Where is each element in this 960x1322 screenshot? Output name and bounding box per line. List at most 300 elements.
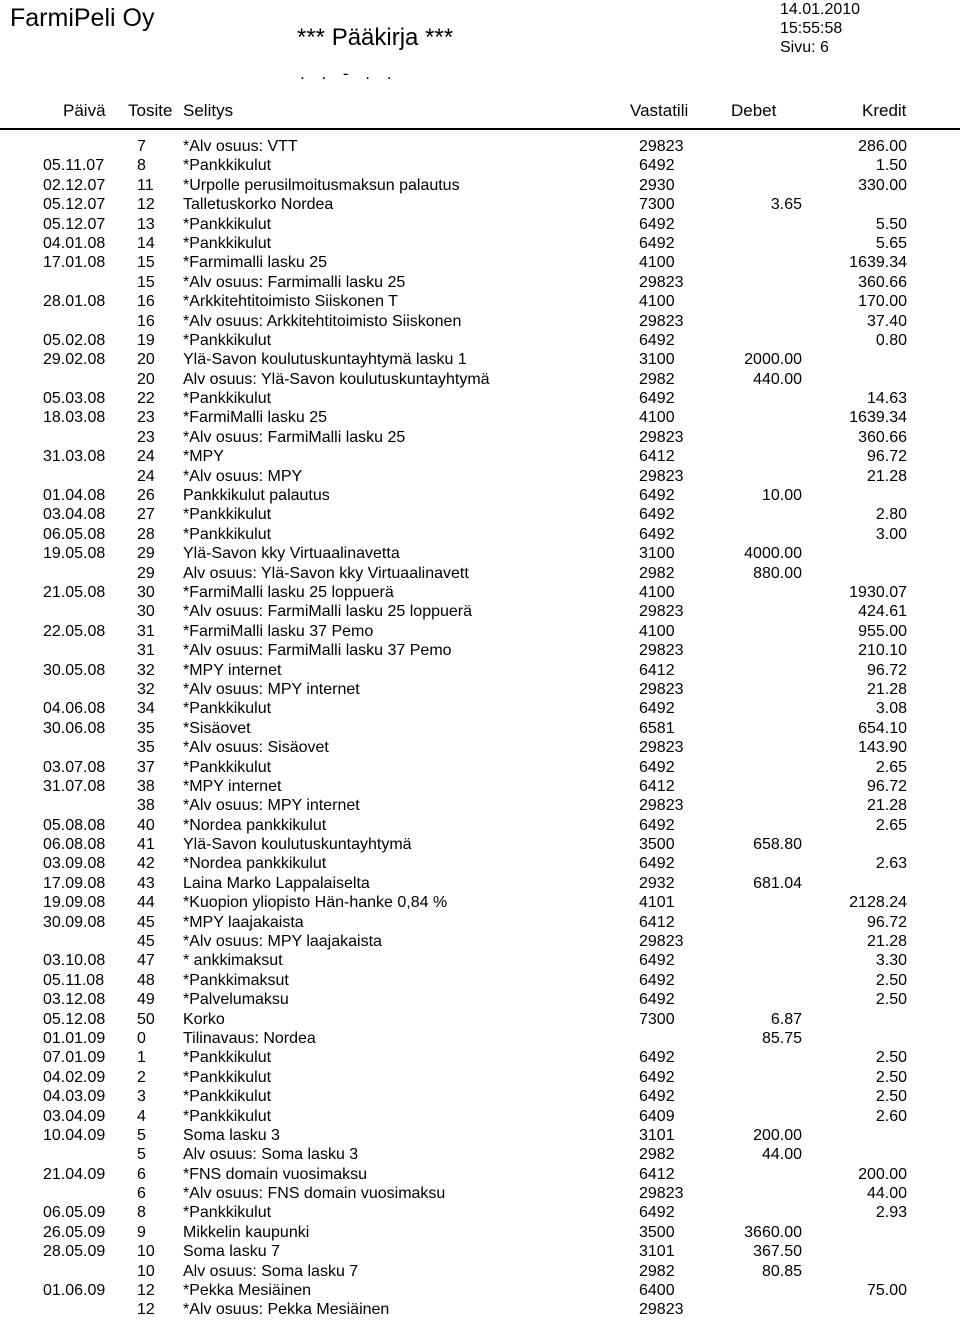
cell-voucher: 24 [137,448,155,466]
cell-description: Tilinavaus: Nordea [183,1029,316,1047]
cell-account: 6412 [639,661,675,679]
cell-date: 05.08.08 [43,816,106,834]
cell-account: 29823 [639,1185,684,1203]
table-row [0,583,960,602]
cell-description: *Alv osuus: VTT [183,138,298,155]
cell-debit: 6.87 [770,1010,802,1028]
cell-description: *Nordea pankkikulut [183,816,327,834]
cell-account: 29823 [639,642,684,660]
table-row [0,176,960,195]
table-row [0,370,960,389]
column-header-voucher: Tosite [128,101,173,120]
cell-description: *Pankkikulut [183,1088,272,1106]
table-row [0,971,960,990]
cell-date: 10.04.09 [43,1126,106,1144]
table-row [0,389,960,408]
cell-debit: 80.85 [761,1262,802,1280]
cell-account: 29823 [639,138,684,155]
cell-account: 2930 [639,176,675,194]
cell-account: 6412 [639,777,675,795]
cell-voucher: 50 [137,1010,155,1028]
column-header-row [0,101,960,127]
table-row [0,777,960,796]
cell-description: Korko [183,1010,225,1028]
cell-description: *Pankkikulut [183,1204,272,1222]
cell-description: *Pankkimaksut [183,971,289,989]
cell-voucher: 8 [137,157,146,175]
table-row [0,1242,960,1261]
cell-voucher: 22 [137,390,155,408]
cell-credit: 96.72 [866,448,907,466]
cell-date: 03.09.08 [43,855,106,873]
cell-description: *Alv osuus: Arkkitehtitoimisto Siiskonen [183,312,462,330]
cell-debit: 44.00 [761,1146,802,1164]
cell-account: 6492 [639,758,675,776]
table-row [0,719,960,738]
cell-date: 06.05.08 [43,525,106,543]
cell-voucher: 10 [137,1243,155,1261]
cell-debit: 10.00 [761,487,802,505]
cell-description: Ylä-Savon kky Virtuaalinavetta [183,545,400,563]
cell-voucher: 16 [137,293,155,311]
cell-voucher: 10 [137,1262,155,1280]
cell-credit: 170.00 [858,293,907,311]
cell-account: 2982 [639,1146,675,1164]
cell-description: Ylä-Savon koulutuskuntayhtymä [183,836,412,854]
cell-description: Alv osuus: Soma lasku 7 [183,1262,359,1280]
cell-voucher: 44 [137,894,155,912]
cell-date: 01.04.08 [43,487,106,505]
cell-date: 29.02.08 [43,351,106,369]
cell-date: 05.11.07 [43,157,105,175]
cell-voucher: 23 [137,428,155,446]
cell-voucher: 0 [137,1029,146,1047]
table-row [0,234,960,253]
cell-credit: 2128.24 [849,894,907,912]
cell-description: *FNS domain vuosimaksu [183,1165,368,1183]
cell-voucher: 5 [137,1146,146,1164]
cell-description: Ylä-Savon koulutuskuntayhtymä lasku 1 [183,351,467,369]
cell-description: Alv osuus: Ylä-Savon kky Virtuaalinavett [183,564,469,582]
cell-account: 6412 [639,1165,675,1183]
table-row [0,1203,960,1222]
cell-voucher: 35 [137,739,155,757]
table-row [0,1145,960,1164]
cell-description: *Alv osuus: MPY [183,467,303,485]
cell-voucher: 41 [137,836,155,854]
column-header-date: Päivä [63,101,106,120]
cell-credit: 955.00 [858,622,907,640]
cell-description: *Urpolle perusilmoitusmaksun palautus [183,176,460,194]
cell-voucher: 4 [137,1107,146,1125]
cell-voucher: 45 [137,913,155,931]
table-row [0,622,960,641]
cell-account: 4100 [639,583,675,601]
cell-credit: 2.50 [875,1049,907,1067]
cell-debit: 658.80 [753,836,802,854]
cell-voucher: 30 [137,603,155,621]
table-row [0,835,960,854]
cell-credit: 360.66 [858,428,907,446]
cell-voucher: 20 [137,351,155,369]
cell-account: 2932 [639,874,675,892]
table-row [0,331,960,350]
cell-account: 6492 [639,855,675,873]
table-row [0,874,960,893]
cell-account: 6492 [639,1204,675,1222]
cell-date: 01.01.09 [43,1029,106,1047]
table-row [0,544,960,563]
table-row [0,1281,960,1300]
cell-credit: 2.50 [875,991,907,1009]
table-row [0,1165,960,1184]
cell-date: 17.01.08 [43,254,106,272]
cell-account: 4100 [639,254,675,272]
cell-description: *Kuopion yliopisto Hän-hanke 0,84 % [183,894,448,912]
table-row [0,951,960,970]
cell-voucher: 11 [137,176,154,194]
table-row [0,893,960,912]
cell-description: *Alv osuus: MPY internet [183,680,360,698]
cell-credit: 21.28 [866,797,907,815]
header-divider [0,128,960,130]
cell-account: 4100 [639,622,675,640]
cell-date: 03.04.09 [43,1107,106,1125]
cell-voucher: 27 [137,506,155,524]
cell-account: 6492 [639,525,675,543]
cell-description: *Pankkikulut [183,758,272,776]
cell-description: *MPY [183,448,224,466]
cell-voucher: 7 [137,138,146,155]
cell-description: *Sisäovet [183,719,251,737]
cell-date: 26.05.09 [43,1223,106,1241]
table-row [0,1300,960,1319]
cell-account: 29823 [639,273,684,291]
cell-credit: 330.00 [858,176,907,194]
table-row [0,467,960,486]
cell-voucher: 29 [137,545,155,563]
cell-date: 05.12.07 [43,196,106,214]
cell-date: 07.01.09 [43,1049,106,1067]
table-row [0,505,960,524]
cell-voucher: 12 [137,1282,155,1300]
cell-voucher: 29 [137,564,155,582]
cell-description: *Palvelumaksu [183,991,289,1009]
cell-credit: 96.72 [866,777,907,795]
cell-voucher: 1 [137,1049,146,1067]
cell-voucher: 32 [137,661,155,679]
cell-credit: 3.08 [875,700,907,718]
cell-description: Talletuskorko Nordea [183,196,334,214]
cell-description: *MPY laajakaista [183,913,304,931]
cell-account: 6492 [639,1088,675,1106]
cell-date: 21.05.08 [43,583,106,601]
cell-description: *Arkkitehtitoimisto Siiskonen T [183,293,398,311]
cell-date: 31.07.08 [43,777,106,795]
cell-debit: 200.00 [753,1126,802,1144]
cell-description: *Pankkikulut [183,506,272,524]
cell-voucher: 28 [137,525,155,543]
table-row [0,913,960,932]
table-row [0,486,960,505]
table-row [0,1107,960,1126]
cell-credit: 3.30 [875,952,907,970]
cell-debit: 681.04 [753,874,802,892]
cell-credit: 286.00 [858,138,907,155]
cell-description: *Alv osuus: Sisäovet [183,739,329,757]
cell-credit: 5.50 [875,215,907,233]
cell-date: 04.01.08 [43,234,106,252]
table-row [0,854,960,873]
cell-date: 04.02.09 [43,1068,106,1086]
cell-credit: 2.93 [875,1204,907,1222]
table-row [0,602,960,621]
cell-credit: 21.28 [866,467,907,485]
cell-description: Soma lasku 7 [183,1243,280,1261]
cell-date: 30.05.08 [43,661,106,679]
cell-account: 29823 [639,312,684,330]
cell-description: *MPY internet [183,661,282,679]
table-row [0,1223,960,1242]
table-row [0,312,960,331]
cell-debit: 2000.00 [744,351,802,369]
cell-account: 29823 [639,1301,684,1319]
cell-account: 2982 [639,564,675,582]
cell-date: 17.09.08 [43,874,106,892]
cell-account: 3101 [639,1243,675,1261]
cell-voucher: 31 [137,622,155,640]
cell-account: 29823 [639,428,684,446]
table-row [0,1010,960,1029]
table-row [0,680,960,699]
cell-account: 2982 [639,370,675,388]
table-row [0,215,960,234]
table-row [0,156,960,175]
cell-description: Soma lasku 3 [183,1126,280,1144]
cell-date: 18.03.08 [43,409,106,427]
ledger-table [0,137,960,1320]
cell-account: 6492 [639,331,675,349]
cell-description: *Pankkikulut [183,157,272,175]
cell-credit: 1.50 [875,157,907,175]
cell-voucher: 16 [137,312,155,330]
cell-date: 03.10.08 [43,952,106,970]
cell-credit: 143.90 [858,739,907,757]
table-row [0,195,960,214]
cell-date: 05.12.08 [43,1010,106,1028]
cell-voucher: 2 [137,1068,146,1086]
cell-date: 05.02.08 [43,331,106,349]
cell-voucher: 38 [137,777,155,795]
cell-voucher: 6 [137,1185,146,1203]
cell-account: 6412 [639,448,675,466]
cell-voucher: 19 [137,331,155,349]
cell-account: 6492 [639,506,675,524]
cell-date: 05.11.08 [43,971,105,989]
cell-date: 02.12.07 [43,176,106,194]
cell-description: *Pankkikulut [183,700,272,718]
cell-account: 3101 [639,1126,675,1144]
table-row [0,816,960,835]
table-row [0,1048,960,1067]
cell-account: 6409 [639,1107,675,1125]
cell-credit: 75.00 [866,1282,907,1300]
cell-description: *Pankkikulut [183,234,272,252]
cell-account: 6492 [639,157,675,175]
cell-date: 03.04.08 [43,506,106,524]
table-row [0,932,960,951]
cell-credit: 2.80 [875,506,907,524]
cell-voucher: 49 [137,991,155,1009]
column-header-account: Vastatili [630,101,689,120]
cell-date: 03.12.08 [43,991,106,1009]
cell-date: 19.09.08 [43,894,106,912]
cell-credit: 5.65 [875,234,907,252]
cell-account: 4100 [639,293,675,311]
cell-description: *Pankkikulut [183,525,272,543]
cell-account: 29823 [639,739,684,757]
cell-debit: 440.00 [753,370,802,388]
cell-debit: 3.65 [770,196,802,214]
table-row [0,137,960,156]
cell-voucher: 30 [137,583,155,601]
cell-account: 6492 [639,1049,675,1067]
cell-date: 21.04.09 [43,1165,106,1183]
report-meta [780,0,860,57]
table-row [0,641,960,660]
cell-voucher: 48 [137,971,155,989]
table-row [0,796,960,815]
cell-description: *Alv osuus: FarmiMalli lasku 25 loppuerä [183,603,473,621]
cell-account: 6492 [639,215,675,233]
report-subtitle: . . - . . [300,64,398,83]
cell-voucher: 15 [137,254,155,272]
cell-voucher: 38 [137,797,155,815]
cell-account: 6492 [639,1068,675,1086]
cell-voucher: 23 [137,409,155,427]
company-name: FarmiPeli Oy [10,4,155,32]
cell-account: 3100 [639,545,675,563]
table-row [0,273,960,292]
cell-account: 6492 [639,952,675,970]
cell-credit: 360.66 [858,273,907,291]
cell-credit: 2.50 [875,1068,907,1086]
print-date: 14.01.2010 [780,1,861,18]
cell-voucher: 20 [137,370,155,388]
cell-credit: 21.28 [866,933,907,951]
cell-credit: 1639.34 [849,409,907,427]
cell-description: *Nordea pankkikulut [183,855,327,873]
cell-description: *Pekka Mesiäinen [183,1282,312,1300]
cell-account: 29823 [639,680,684,698]
cell-account: 6581 [639,719,675,737]
cell-description: *Alv osuus: Pekka Mesiäinen [183,1301,390,1319]
cell-debit: 4000.00 [744,545,802,563]
cell-account: 4101 [639,894,675,912]
table-row [0,564,960,583]
cell-date: 04.03.09 [43,1088,106,1106]
cell-credit: 44.00 [866,1185,907,1203]
cell-description: *Pankkikulut [183,1068,272,1086]
cell-voucher: 13 [137,215,155,233]
report-header [0,0,960,90]
table-row [0,292,960,311]
cell-account: 6492 [639,971,675,989]
table-row [0,350,960,369]
print-time: 15:55:58 [780,20,843,37]
cell-date: 05.12.07 [43,215,106,233]
cell-account: 6400 [639,1282,675,1300]
cell-voucher: 5 [137,1126,146,1144]
cell-credit: 3.00 [875,525,907,543]
cell-account: 3100 [639,351,675,369]
cell-date: 06.08.08 [43,836,106,854]
cell-account: 29823 [639,603,684,621]
cell-debit: 85.75 [761,1029,802,1047]
cell-credit: 21.28 [866,680,907,698]
cell-debit: 367.50 [753,1243,802,1261]
table-row [0,1262,960,1281]
cell-account: 4100 [639,409,675,427]
cell-credit: 2.50 [875,1088,907,1106]
cell-account: 6492 [639,700,675,718]
table-row [0,253,960,272]
cell-credit: 1930.07 [849,583,907,601]
cell-credit: 2.60 [875,1107,907,1125]
report-title: *** Pääkirja *** [297,24,454,51]
table-row [0,738,960,757]
cell-description: *Alv osuus: FNS domain vuosimaksu [183,1185,446,1203]
cell-voucher: 26 [137,487,155,505]
cell-description: *FarmiMalli lasku 25 loppuerä [183,583,394,601]
cell-voucher: 45 [137,933,155,951]
cell-voucher: 3 [137,1088,146,1106]
cell-credit: 37.40 [866,312,907,330]
column-header-description: Selitys [183,101,234,120]
cell-description: Pankkikulut palautus [183,487,330,505]
cell-account: 29823 [639,933,684,951]
cell-account: 2982 [639,1262,675,1280]
cell-voucher: 31 [137,642,155,660]
cell-description: Alv osuus: Ylä-Savon koulutuskuntayhtymä [183,370,490,388]
cell-date: 06.05.09 [43,1204,106,1222]
cell-description: *Alv osuus: FarmiMalli lasku 25 [183,428,406,446]
cell-account: 6412 [639,913,675,931]
cell-description: *Alv osuus: Farmimalli lasku 25 [183,273,406,291]
cell-date: 05.03.08 [43,390,106,408]
cell-credit: 200.00 [858,1165,907,1183]
table-row [0,1184,960,1203]
cell-voucher: 42 [137,855,155,873]
cell-account: 6492 [639,991,675,1009]
cell-credit: 0.80 [875,331,907,349]
cell-voucher: 12 [137,1301,155,1319]
cell-description: *Farmimalli lasku 25 [183,254,328,272]
cell-description: Mikkelin kaupunki [183,1223,310,1241]
cell-voucher: 8 [137,1204,146,1222]
cell-voucher: 24 [137,467,155,485]
cell-description: *FarmiMalli lasku 37 Pemo [183,622,374,640]
cell-date: 31.03.08 [43,448,106,466]
cell-date: 28.01.08 [43,293,106,311]
table-row [0,1087,960,1106]
cell-debit: 3660.00 [744,1223,802,1241]
cell-voucher: 40 [137,816,155,834]
cell-credit: 654.10 [858,719,907,737]
cell-date: 01.06.09 [43,1282,106,1300]
cell-voucher: 6 [137,1165,146,1183]
cell-voucher: 14 [137,234,155,252]
